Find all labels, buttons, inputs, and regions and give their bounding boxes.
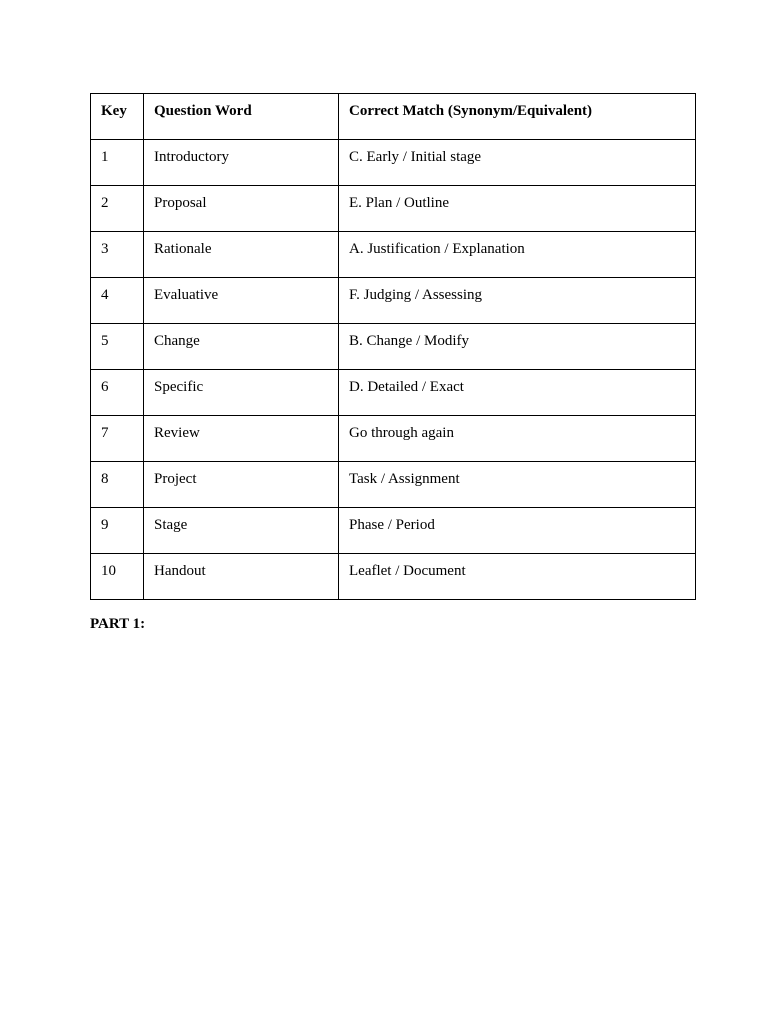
table-row [91,508,696,554]
row-key: 10 [91,554,144,600]
row-key: 3 [91,232,144,278]
row-question-word: Stage [144,508,339,554]
row-question-word: Specific [144,370,339,416]
row-question-word: Change [144,324,339,370]
row-question-word: Project [144,462,339,508]
vocabulary-match-table [90,93,696,600]
row-key: 9 [91,508,144,554]
row-question-word: Rationale [144,232,339,278]
table-header-row [91,94,696,140]
header-key: Key [91,94,144,140]
row-correct-match: C. Early / Initial stage [339,140,696,186]
row-correct-match: Task / Assignment [339,462,696,508]
row-key: 4 [91,278,144,324]
table-row [91,278,696,324]
row-question-word: Proposal [144,186,339,232]
row-question-word: Review [144,416,339,462]
table-row [91,370,696,416]
table-row [91,232,696,278]
table-row [91,186,696,232]
row-correct-match: B. Change / Modify [339,324,696,370]
row-correct-match: Leaflet / Document [339,554,696,600]
row-question-word: Evaluative [144,278,339,324]
header-correct-match: Correct Match (Synonym/Equivalent) [339,94,696,140]
row-question-word: Introductory [144,140,339,186]
row-correct-match: E. Plan / Outline [339,186,696,232]
row-correct-match: F. Judging / Assessing [339,278,696,324]
row-question-word: Handout [144,554,339,600]
row-key: 8 [91,462,144,508]
row-key: 6 [91,370,144,416]
table-row [91,416,696,462]
row-key: 5 [91,324,144,370]
row-correct-match: Go through again [339,416,696,462]
table-row [91,324,696,370]
row-key: 2 [91,186,144,232]
header-question-word: Question Word [144,94,339,140]
row-correct-match: A. Justification / Explanation [339,232,696,278]
row-key: 7 [91,416,144,462]
table-row [91,554,696,600]
row-key: 1 [91,140,144,186]
row-correct-match: D. Detailed / Exact [339,370,696,416]
part-heading: PART 1: [90,616,146,632]
table-row [91,462,696,508]
table-row [91,140,696,186]
row-correct-match: Phase / Period [339,508,696,554]
